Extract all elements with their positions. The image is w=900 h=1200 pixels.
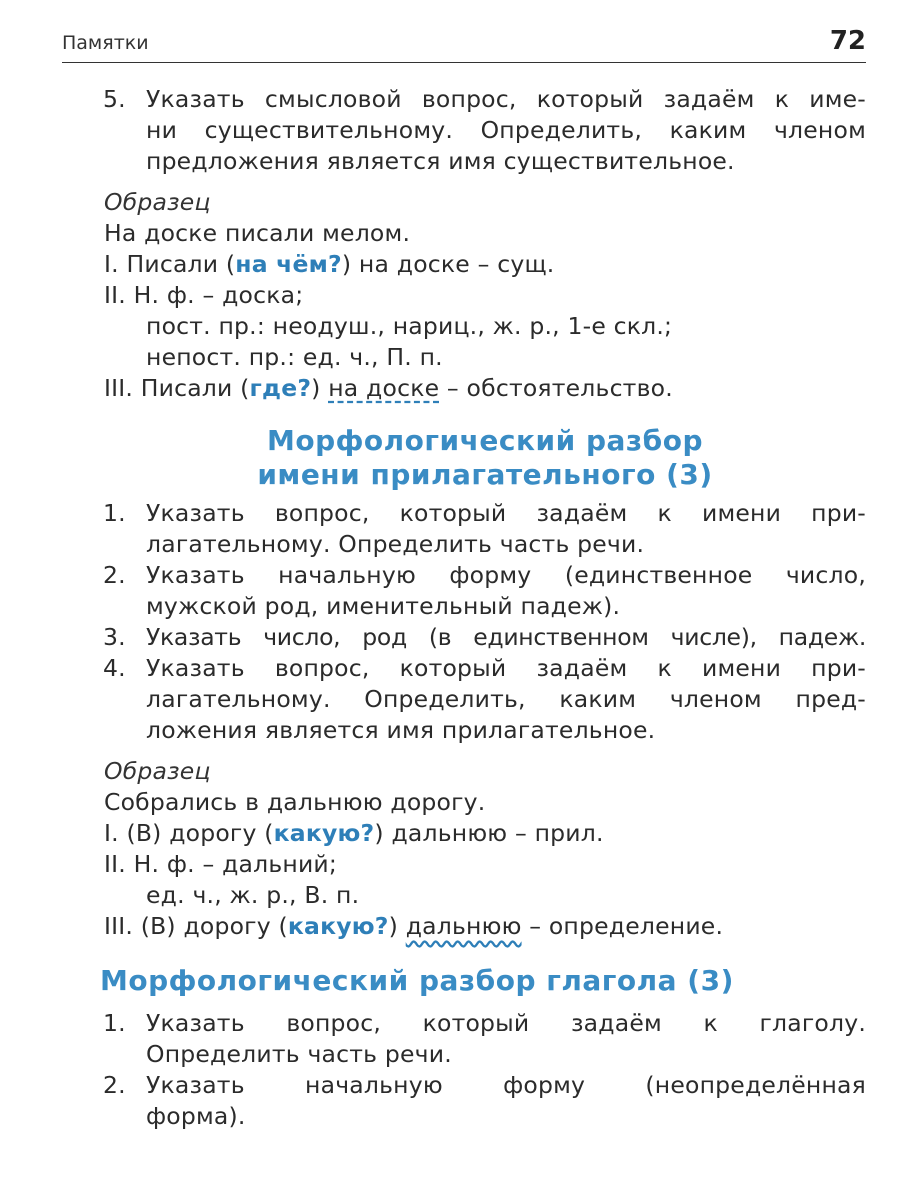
- item-number: 3.: [103, 623, 126, 651]
- question-word: какую?: [287, 912, 389, 940]
- roman-numeral: III.: [104, 912, 134, 940]
- item-number: 2.: [103, 1071, 126, 1099]
- roman-numeral: I.: [104, 250, 119, 278]
- item-line: Указать вопрос, который задаём к имени при-: [146, 499, 866, 527]
- question-word: где?: [249, 374, 312, 402]
- question-word: какую?: [273, 819, 375, 847]
- sample-line-2b: пост. пр.: неодуш., нариц., ж. р., 1-е скл.;: [146, 312, 673, 340]
- roman-numeral: I.: [104, 819, 119, 847]
- item-line: Указать вопрос, который задаём к имени при-: [146, 654, 866, 682]
- section-title: Памятки: [62, 32, 149, 54]
- underlined-phrase: дальнюю: [405, 912, 522, 940]
- sample-line-3: [104, 911, 866, 942]
- sample-text: ) дальнюю – прил.: [374, 819, 604, 847]
- item-number: 4.: [103, 654, 126, 682]
- item-line: лагательному. Определить, каким членом пред-: [146, 685, 866, 713]
- sample-sentence: На доске писали мелом.: [104, 219, 411, 247]
- roman-numeral: II.: [104, 281, 126, 309]
- sample-sentence: Собрались в дальнюю дорогу.: [104, 788, 486, 816]
- sample-text: – определение.: [521, 912, 724, 940]
- roman-numeral: II.: [104, 850, 126, 878]
- sample-text: ): [388, 912, 406, 940]
- verb-heading: Морфологический разбор глагола (3): [100, 964, 734, 997]
- item-line: Указать начальную форму (единственное число,: [146, 561, 866, 589]
- question-word: на чём?: [235, 250, 342, 278]
- noun-item-5: [104, 84, 866, 177]
- sample-line-2c: непост. пр.: ед. ч., П. п.: [146, 343, 443, 371]
- page-number: 72: [829, 26, 866, 56]
- sample-text: (В) дорогу (: [126, 819, 274, 847]
- underlined-phrase: на доске: [328, 374, 440, 402]
- adjective-item-3: [104, 622, 866, 653]
- verb-item-2: [104, 1070, 866, 1132]
- item-line: ложения является имя прилагательное.: [146, 716, 656, 744]
- item-line: Указать число, род (в единственном числе), падеж.: [146, 623, 866, 651]
- item-number: 1.: [103, 499, 126, 527]
- item-line: Определить часть речи.: [146, 1040, 452, 1068]
- sample-text: – обстоятельство.: [439, 374, 673, 402]
- adjective-heading-line-1: Морфологический разбор: [267, 424, 703, 457]
- item-number: 5.: [103, 85, 126, 113]
- item-line: предложения является имя существительное.: [146, 147, 735, 175]
- item-line: ни существительному. Определить, каким членом: [146, 116, 866, 144]
- sample-line-2: [104, 849, 866, 880]
- page-header: [62, 26, 866, 63]
- sample-text: ): [311, 374, 329, 402]
- sample-text: ) на доске – сущ.: [341, 250, 555, 278]
- adjective-item-1: [104, 498, 866, 560]
- adjective-item-2: [104, 560, 866, 622]
- item-number: 2.: [103, 561, 126, 589]
- item-line: мужской род, именительный падеж).: [146, 592, 621, 620]
- item-line: лагательному. Определить часть речи.: [146, 530, 645, 558]
- adjective-heading-line-2: имени прилагательного (3): [257, 458, 713, 491]
- sample-text: Н. ф. – доска;: [133, 281, 304, 309]
- item-line: Указать смысловой вопрос, который задаём к име-: [146, 85, 866, 113]
- sample-label: Образец: [104, 188, 211, 216]
- page-content: [100, 84, 866, 1132]
- sample-label: Образец: [104, 757, 211, 785]
- adjective-item-4: [104, 653, 866, 746]
- item-number: 1.: [103, 1009, 126, 1037]
- item-line: форма).: [146, 1102, 246, 1130]
- item-line: Указать вопрос, который задаём к глаголу.: [146, 1009, 866, 1037]
- sample-line-1: [104, 818, 866, 849]
- sample-line-1: [104, 249, 866, 280]
- sample-line-3: [104, 373, 866, 404]
- sample-line-2b: ед. ч., ж. р., В. п.: [146, 881, 360, 909]
- sample-line-2: [104, 280, 866, 311]
- sample-text: Писали (: [140, 374, 250, 402]
- sample-text: Писали (: [126, 250, 236, 278]
- sample-text: Н. ф. – дальний;: [133, 850, 338, 878]
- item-line: Указать начальную форму (неопределённая: [146, 1071, 866, 1099]
- sample-text: (В) дорогу (: [140, 912, 288, 940]
- roman-numeral: III.: [104, 374, 134, 402]
- verb-item-1: [104, 1008, 866, 1070]
